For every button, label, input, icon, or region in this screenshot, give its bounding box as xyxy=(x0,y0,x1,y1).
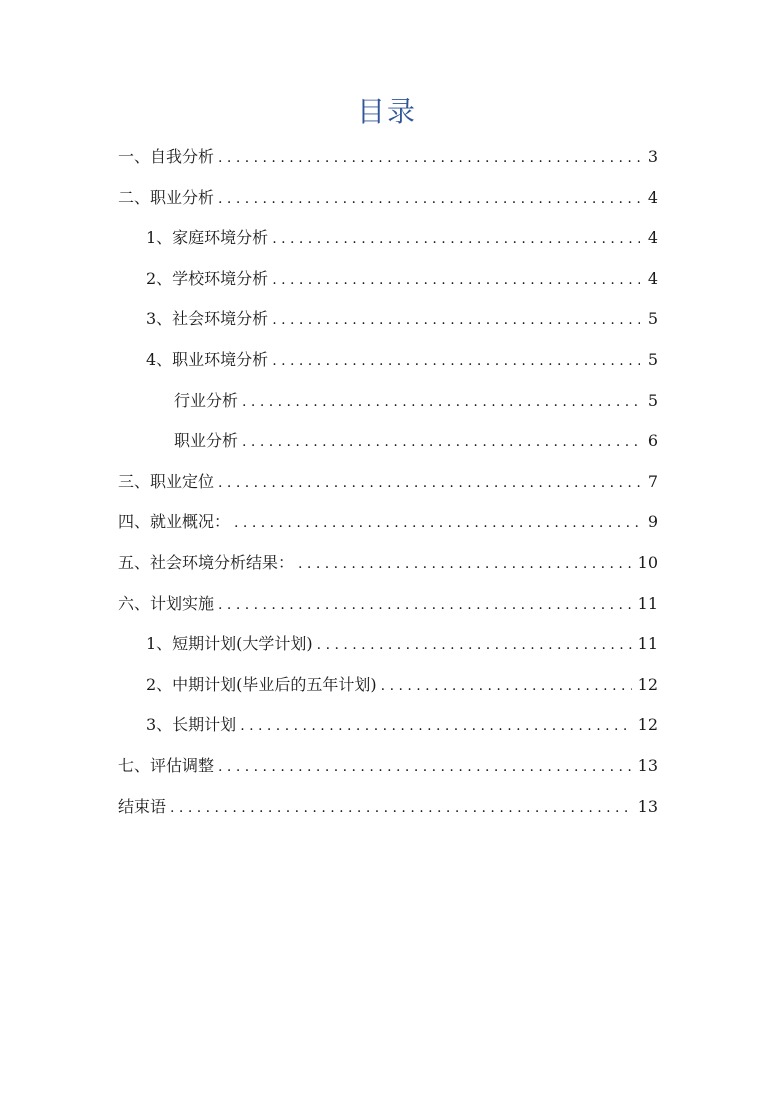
toc-entry-label: 结束语 xyxy=(118,796,167,816)
toc-entry[interactable] xyxy=(118,421,658,462)
toc-page-number: 5 xyxy=(647,309,658,329)
dot-leader xyxy=(272,260,640,301)
toc-entry[interactable] xyxy=(118,178,658,219)
dot-leader xyxy=(218,463,640,504)
toc-entry[interactable] xyxy=(118,584,658,625)
toc-entry-label: 七、评估调整 xyxy=(118,755,215,775)
dot-leader xyxy=(272,219,640,260)
toc-page-number: 11 xyxy=(637,634,658,654)
toc-page-number: 5 xyxy=(647,390,658,410)
toc-page-number: 12 xyxy=(637,674,658,694)
toc-page-number: 4 xyxy=(647,268,658,288)
toc-page-number: 11 xyxy=(637,593,658,613)
dot-leader xyxy=(218,138,640,179)
toc-entry[interactable] xyxy=(118,502,658,543)
toc-entry[interactable] xyxy=(118,705,658,746)
toc-entry-label: 职业分析 xyxy=(174,431,239,451)
toc-entry[interactable] xyxy=(118,137,658,178)
dot-leader xyxy=(242,422,640,463)
dot-leader xyxy=(218,585,632,626)
toc-page-number: 4 xyxy=(647,187,658,207)
toc-page-number: 9 xyxy=(647,512,658,532)
toc-entry[interactable] xyxy=(118,787,658,828)
toc-page-number: 13 xyxy=(637,755,658,775)
dot-leader xyxy=(381,666,632,707)
toc-entry-label: 二、职业分析 xyxy=(118,187,215,207)
toc-entry[interactable] xyxy=(118,746,658,787)
toc-entry[interactable] xyxy=(118,218,658,259)
toc-entry[interactable] xyxy=(118,624,658,665)
toc-entry-label: 五、社会环境分析结果： xyxy=(118,552,295,572)
dot-leader xyxy=(272,341,640,382)
toc-page-number: 5 xyxy=(647,349,658,369)
dot-leader xyxy=(272,300,640,341)
table-of-contents xyxy=(118,137,658,827)
toc-page-number: 10 xyxy=(637,552,658,572)
toc-entry-label: 2、中期计划(毕业后的五年计划) xyxy=(146,674,377,694)
dot-leader xyxy=(170,788,632,829)
toc-entry[interactable] xyxy=(118,543,658,584)
dot-leader xyxy=(298,544,632,585)
toc-page-number: 7 xyxy=(647,471,658,491)
toc-entry-label: 3、长期计划 xyxy=(146,715,237,735)
toc-entry-label: 1、短期计划(大学计划) xyxy=(146,634,313,654)
toc-entry-label: 三、职业定位 xyxy=(118,471,215,491)
toc-entry-label: 一、自我分析 xyxy=(118,147,215,166)
toc-entry-label: 1、家庭环境分析 xyxy=(146,228,269,248)
toc-entry[interactable] xyxy=(118,462,658,503)
toc-page-number: 3 xyxy=(647,147,658,166)
toc-entry-label: 2、学校环境分析 xyxy=(146,268,269,288)
dot-leader xyxy=(234,503,640,544)
toc-entry[interactable] xyxy=(118,665,658,706)
dot-leader xyxy=(240,706,631,747)
toc-entry[interactable] xyxy=(118,299,658,340)
toc-page-number: 6 xyxy=(647,431,658,451)
dot-leader xyxy=(218,179,640,220)
toc-entry[interactable] xyxy=(118,340,658,381)
toc-page-number: 4 xyxy=(647,228,658,248)
toc-entry-label: 3、社会环境分析 xyxy=(146,309,269,329)
toc-entry-label: 四、就业概况： xyxy=(118,512,231,532)
dot-leader xyxy=(317,625,632,666)
toc-entry-label: 4、职业环境分析 xyxy=(146,349,269,369)
toc-page-number: 12 xyxy=(637,715,658,735)
toc-title: 目录 xyxy=(356,95,417,128)
toc-entry-label: 六、计划实施 xyxy=(118,593,215,613)
dot-leader xyxy=(242,382,640,423)
toc-entry[interactable] xyxy=(118,259,658,300)
dot-leader xyxy=(218,747,632,788)
toc-entry[interactable] xyxy=(118,381,658,422)
toc-entry-label: 行业分析 xyxy=(174,390,239,410)
toc-page-number: 13 xyxy=(637,796,658,816)
